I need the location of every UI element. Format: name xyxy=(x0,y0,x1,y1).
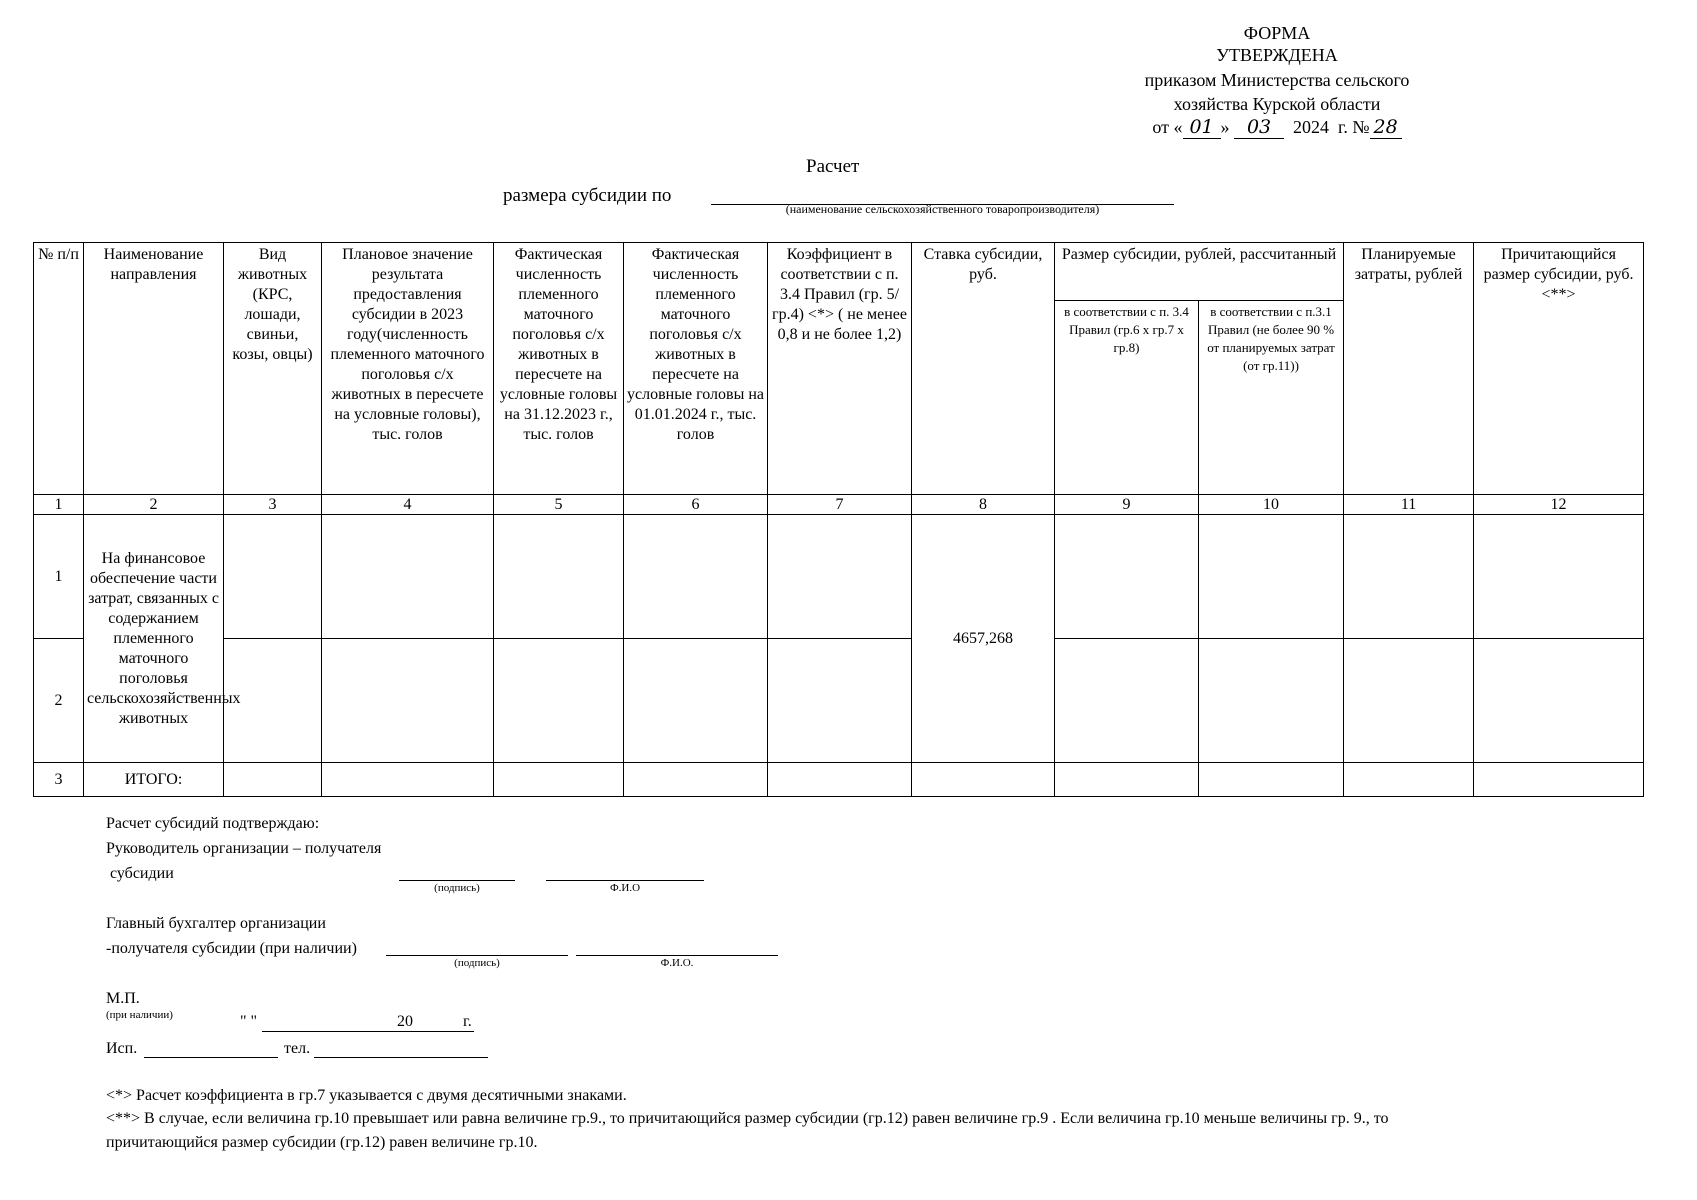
order-number-prefix: г. № xyxy=(1338,117,1370,137)
col-number: 9 xyxy=(1055,495,1199,515)
table-cell xyxy=(1474,515,1644,639)
table-cell xyxy=(322,639,494,763)
row-number: 3 xyxy=(34,763,84,797)
footnote-1: <*> Расчет коэффициента в гр.7 указывается с двумя десятичными знаками. xyxy=(106,1087,627,1104)
order-line: приказом Министерства сельского xyxy=(1144,70,1410,90)
header-num: № п/п xyxy=(34,243,84,495)
accountant-fio-caption: Ф.И.О. xyxy=(660,957,694,969)
col-number: 6 xyxy=(624,495,768,515)
producer-name-caption: (наименование сельскохозяйственного товаропроизводителя) xyxy=(785,202,1100,216)
head-fio-caption: Ф.И.О xyxy=(609,882,641,894)
order-date-line xyxy=(857,116,1697,139)
table-cell xyxy=(224,515,322,639)
table-cell xyxy=(1055,639,1199,763)
col-number: 12 xyxy=(1474,495,1644,515)
total-row xyxy=(34,763,1644,797)
table-cell xyxy=(624,639,768,763)
table-cell xyxy=(494,763,624,797)
table-cell xyxy=(768,515,912,639)
head-label-2: субсидии xyxy=(110,865,174,882)
confirm-text: Расчет субсидий подтверждаю: xyxy=(106,815,320,832)
head-signature-line xyxy=(399,880,515,881)
row-number: 1 xyxy=(34,515,84,639)
col-number: 5 xyxy=(494,495,624,515)
col-number: 2 xyxy=(84,495,224,515)
rate-cell: 4657,268 xyxy=(912,515,1055,763)
header-planned-value: Плановое значение результата предоставления субсидии в 2023 году(численность племенного маточного поголовья с/х животных в пересчете на условные головы), тыс. голов xyxy=(322,243,494,495)
table-row xyxy=(34,515,1644,639)
header-subsidy-3-4: в соответствии с п. 3.4 Правил (гр.6 х гр.7 х гр.8) xyxy=(1055,301,1199,495)
date-prefix: от « xyxy=(1152,117,1183,137)
order-year: 2024 xyxy=(1293,117,1330,137)
header-coefficient: Коэффициент в соответствии с п. 3.4 Правил (гр. 5/гр.4) <*> ( не менее 0,8 и не более 1,2) xyxy=(768,243,912,495)
table-cell xyxy=(1344,763,1474,797)
table-cell xyxy=(322,515,494,639)
header-planned-costs: Планируемые затраты, рублей xyxy=(1344,243,1474,495)
header-rate: Ставка субсидии, руб. xyxy=(912,243,1055,495)
table-cell xyxy=(624,763,768,797)
table-cell xyxy=(1055,515,1199,639)
header-due-subsidy: Причитающийся размер субсидии, руб. <**> xyxy=(1474,243,1644,495)
table-cell xyxy=(1199,639,1344,763)
page-title: Расчет xyxy=(806,156,860,177)
table-cell xyxy=(494,515,624,639)
col-number: 7 xyxy=(768,495,912,515)
col-number: 10 xyxy=(1199,495,1344,515)
seal-caption: (при наличии) xyxy=(106,1009,173,1021)
header-animal-type: Вид животных (КРС, лошади, свиньи, козы, овцы) xyxy=(224,243,322,495)
date-mid: » xyxy=(1220,117,1230,137)
accountant-label-2: -получателя субсидии (при наличии) xyxy=(106,940,357,957)
table-cell xyxy=(1344,639,1474,763)
table-cell xyxy=(1055,763,1199,797)
footnote-3: причитающийся размер субсидии (гр.12) равен величине гр.10. xyxy=(106,1134,538,1151)
header-actual-2024: Фактическая численность племенного маточного поголовья с/х животных в пересчете на условные головы на 01.01.2024 г., тыс. голов xyxy=(624,243,768,495)
ministry-line: хозяйства Курской области xyxy=(1173,94,1381,114)
date-suffix: г. xyxy=(463,1013,472,1030)
accountant-label-1: Главный бухгалтер организации xyxy=(106,915,326,932)
table-cell xyxy=(1474,763,1644,797)
phone-line xyxy=(314,1057,488,1058)
seal-label: М.П. xyxy=(106,990,140,1007)
accountant-signature-caption: (подпись) xyxy=(454,957,500,969)
total-label: ИТОГО: xyxy=(84,763,224,797)
table-cell xyxy=(1199,763,1344,797)
phone-label: тел. xyxy=(284,1040,311,1057)
order-month: 03 xyxy=(1234,116,1284,139)
date-line xyxy=(262,1031,474,1032)
col-number: 11 xyxy=(1344,495,1474,515)
table-cell xyxy=(322,763,494,797)
table-cell xyxy=(624,515,768,639)
approved-label: УТВЕРЖДЕНА xyxy=(1216,45,1338,65)
executor-line xyxy=(144,1057,278,1058)
order-number: 28 xyxy=(1370,116,1402,139)
column-numbers-row xyxy=(34,495,1644,515)
subtitle: размера субсидии по xyxy=(503,185,672,206)
header-direction: Наименование направления xyxy=(84,243,224,495)
table-cell xyxy=(1474,639,1644,763)
col-number: 3 xyxy=(224,495,322,515)
header-subsidy-size: Размер субсидии, рублей, рассчитанный xyxy=(1055,243,1344,301)
head-signature-caption: (подпись) xyxy=(434,882,480,894)
head-label-1: Руководитель организации – получателя xyxy=(106,840,382,857)
header-actual-2023: Фактическая численность племенного маточного поголовья с/х животных в пересчете на условные головы на 31.12.2023 г., тыс. голов xyxy=(494,243,624,495)
calculation-table xyxy=(33,242,1644,797)
header-subsidy-3-1: в соответствии с п.3.1 Правил (не более 90 % от планируемых затрат (от гр.11)) xyxy=(1199,301,1344,495)
direction-cell: На финансовое обеспечение части затрат, связанных с содержанием племенного маточного поголовья сельскохозяйственных животных xyxy=(84,515,224,763)
table-cell xyxy=(494,639,624,763)
table-cell xyxy=(1199,515,1344,639)
col-number: 8 xyxy=(912,495,1055,515)
table-cell xyxy=(768,763,912,797)
col-number: 1 xyxy=(34,495,84,515)
head-fio-line xyxy=(546,880,704,881)
accountant-signature-line xyxy=(386,955,568,956)
order-day: 01 xyxy=(1183,116,1221,139)
table-cell xyxy=(768,639,912,763)
table-cell xyxy=(912,763,1055,797)
date-quotes: " " xyxy=(240,1013,258,1030)
table-row xyxy=(34,639,1644,763)
footnote-2: <**> В случае, если величина гр.10 превышает или равна величине гр.9., то причитающийся размер субсидии (гр.12) равен величине гр.9 . Если величина гр.10 меньше величины гр. 9., то xyxy=(106,1110,1389,1127)
date-year: 20 xyxy=(397,1013,413,1030)
row-number: 2 xyxy=(34,639,84,763)
accountant-fio-line xyxy=(576,955,778,956)
form-label: ФОРМА xyxy=(1243,23,1311,43)
table-cell xyxy=(224,763,322,797)
col-number: 4 xyxy=(322,495,494,515)
executor-label: Исп. xyxy=(106,1040,138,1057)
table-cell xyxy=(1344,515,1474,639)
